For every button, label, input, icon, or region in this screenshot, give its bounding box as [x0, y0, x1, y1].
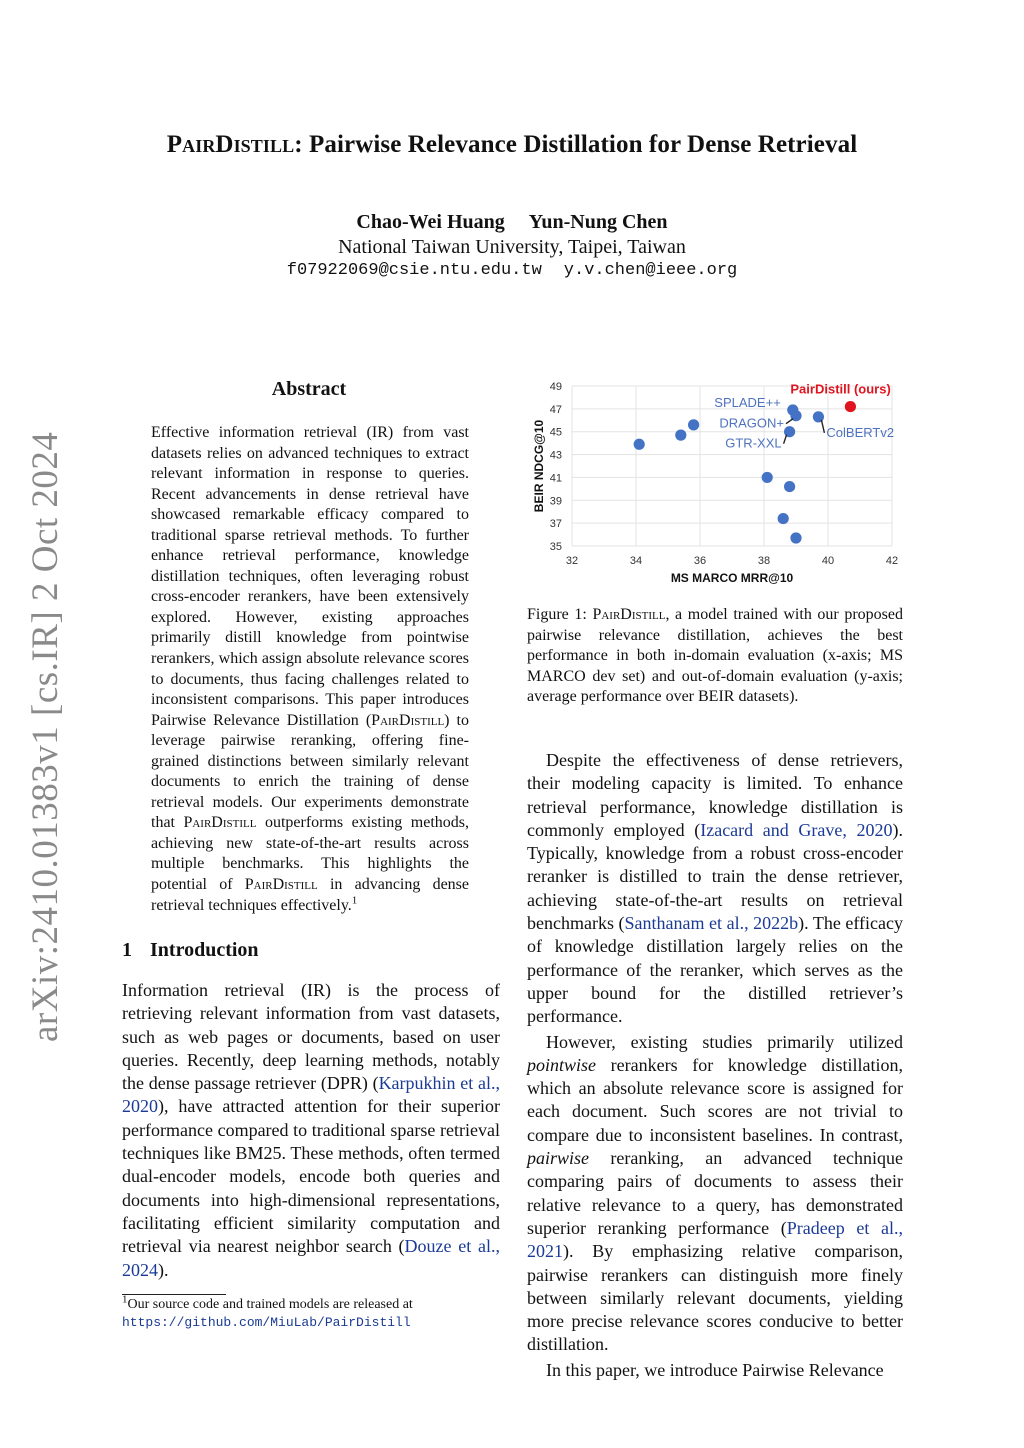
y-tick-label: 49	[549, 381, 562, 393]
point-label: PairDistill (ours)	[790, 381, 891, 397]
highlight-point	[845, 401, 856, 412]
rp2-text-1: However, existing studies primarily utilized	[546, 1031, 903, 1052]
citation-izacard[interactable]: Izacard and Grave, 2020	[700, 819, 893, 840]
y-tick-label: 43	[549, 449, 562, 462]
x-tick-label: 36	[693, 555, 707, 567]
caption-text: , a model trained with our proposed pairwise relevance distillation, achieves the best performance in both in-domain evaluation (x-axis; MS MARCO dev set) and out-of-domain evaluation (y-axis; average performance over BEIR datasets).	[527, 606, 904, 706]
email-1[interactable]: f07922069@csie.ntu.edu.tw	[286, 261, 542, 280]
footnote-divider	[122, 1294, 226, 1295]
abstract-method-name-3: PairDistill	[244, 876, 318, 894]
point-label: DRAGON+	[719, 415, 784, 431]
y-tick-label: 45	[549, 426, 562, 439]
rp1-text-3: ). The efficacy of knowledge distillation largely relies on the performance of the reranker, which serves as the upper bound for the distilled retriever’s performance.	[527, 913, 903, 1027]
label-leader-line	[784, 435, 787, 444]
footnote	[122, 1293, 502, 1332]
email-list	[0, 261, 1024, 280]
arxiv-side-stamp: arXiv:2410.01383v1 [cs.IR] 2 Oct 2024	[25, 431, 66, 1042]
label-leader-line	[786, 419, 793, 424]
right-column-body	[527, 749, 903, 1384]
caption-label: Figure 1:	[527, 606, 593, 623]
x-tick-label: 38	[757, 555, 771, 567]
footnote-url-link[interactable]: https://github.com/MiuLab/PairDistill	[122, 1315, 411, 1330]
data-point	[688, 419, 699, 430]
introduction-paragraph-1	[122, 979, 500, 1282]
author-2: Yun-Nung Chen	[528, 211, 668, 233]
figure-1-caption	[527, 605, 903, 708]
title-rest: : Pairwise Relevance Distillation for Dense Retrieval	[294, 131, 858, 158]
data-point	[762, 472, 773, 483]
section-title: Introduction	[150, 939, 259, 961]
y-axis-label: BEIR NDCG@10	[532, 419, 546, 513]
email-2[interactable]: y.v.chen@ieee.org	[563, 261, 738, 280]
author-1: Chao-Wei Huang	[356, 211, 505, 233]
title-method-name: PairDistill	[166, 131, 295, 158]
y-tick-label: 39	[549, 495, 562, 508]
right-paragraph-3	[527, 1359, 903, 1382]
footnote-text: Our source code and trained models are released at	[127, 1297, 413, 1312]
citation-santhanam[interactable]: Santhanam et al., 2022b	[624, 913, 799, 934]
y-tick-label: 47	[549, 403, 562, 416]
rp1-text-2: ). Typically, knowledge from a robust cross-encoder reranker is distilled to train the dense retriever, achieving state-of-the-art results on retrieval benchmarks (	[527, 819, 903, 934]
rp2-emphasis-pairwise: pairwise	[527, 1148, 590, 1169]
abstract-text-4: in advancing dense retrieval techniques effectively.	[151, 876, 470, 914]
data-point	[675, 430, 686, 441]
abstract-method-name-2: PairDistill	[183, 814, 257, 832]
data-point	[790, 532, 801, 543]
x-tick-label: 40	[821, 555, 835, 567]
intro-text-1: Information retrieval (IR) is the process of retrieving relevant information from vast datasets, such as web pages or documents, based on user queries. Recently, deep learning methods, notably the dense passage retriever (DPR) (	[122, 980, 500, 1094]
x-axis-label: MS MARCO MRR@10	[670, 571, 794, 585]
caption-method-name: PairDistill	[592, 606, 666, 623]
rp2-text-3: reranking, an advanced technique comparing pairs of documents to assess their relative relevance to a query, has demonstrated superior reranking performance (	[527, 1148, 903, 1238]
point-label: SPLADE++	[714, 395, 781, 410]
x-tick-label: 42	[885, 555, 899, 567]
citation-pradeep[interactable]: Pradeep et al., 2021	[527, 1217, 903, 1262]
abstract-body	[151, 423, 469, 916]
x-tick-label: 32	[565, 555, 579, 567]
point-label: ColBERTv2	[826, 424, 895, 440]
footnote-marker[interactable]: 1	[351, 894, 358, 907]
scatter-plot	[530, 372, 910, 587]
data-point	[784, 481, 795, 492]
x-tick-label: 34	[629, 555, 643, 567]
data-point	[634, 439, 645, 450]
label-leader-line	[821, 420, 824, 433]
section-number: 1	[122, 939, 132, 961]
figure-1-chart	[530, 372, 910, 587]
footnote-mark: 1	[122, 1293, 128, 1306]
rp2-text-4: ). By emphasizing relative comparison, pairwise rerankers can distinguish more finely between similarly relevant documents, yielding more precise relevance scores conducive to better distillation.	[527, 1241, 903, 1355]
right-paragraph-1	[527, 749, 903, 1029]
abstract-text-3: outperforms existing methods, achieving new state-of-the-art results across multiple benchmarks. This highlights the potential of	[151, 814, 469, 894]
rp3-text: In this paper, we introduce Pairwise Relevance	[546, 1359, 884, 1380]
y-tick-label: 41	[549, 472, 562, 485]
rp1-text-1: Despite the effectiveness of dense retrievers, their modeling capacity is limited. To enhance retrieval performance, knowledge distillation is commonly employed (	[527, 750, 903, 840]
citation-douze[interactable]: Douze et al., 2024	[122, 1236, 500, 1280]
section-heading-introduction	[122, 939, 259, 962]
right-paragraph-2	[527, 1031, 903, 1357]
abstract-method-name-1: PairDistill	[371, 711, 445, 729]
intro-text-2: ), have attracted attention for their superior performance compared to traditional sparse retrieval techniques like BM25. These methods, often termed dual-encoder models, encode both queries and documents into high-dimensional representations, facilitating efficient similarity computation and retrieval via nearest neighbor search (	[122, 1096, 500, 1257]
author-list	[0, 211, 1024, 234]
rp2-emphasis-pointwise: pointwise	[527, 1054, 597, 1075]
point-label: GTR-XXL	[725, 435, 782, 451]
abstract-text-2: ) to leverage pairwise reranking, offering fine-grained distinctions between similarly relevant documents to enrich the training of dense retrieval models. Our experiments demonstrate that	[151, 711, 469, 832]
y-tick-label: 35	[549, 541, 562, 553]
data-point	[778, 513, 789, 524]
y-tick-label: 37	[549, 518, 562, 531]
intro-text-3: ).	[158, 1259, 169, 1280]
citation-karpukhin[interactable]: Karpukhin et al., 2020	[122, 1073, 500, 1117]
affiliation: National Taiwan University, Taipei, Taiwan	[338, 236, 686, 258]
abstract-heading: Abstract	[271, 378, 347, 400]
paper-title	[0, 131, 1024, 159]
rp2-text-2: rerankers for knowledge distillation, which an absolute relevance score is assigned for each document. Such scores are not trivial to compare due to inconsistent baselines. In contrast,	[527, 1054, 903, 1145]
abstract-text-1: Effective information retrieval (IR) from vast datasets relies on advanced techniques to extract relevant information in response to queries. Recent advancements in dense retrieval have showcased remarkable efficacy compared to traditional sparse retrieval methods. To further enhance retrieval performance, knowledge distillation techniques, often leveraging robust cross-encoder rerankers, have been extensively explored. However, existing approaches primarily distill knowledge from pointwise rerankers, which assign absolute relevance scores to documents, thus facing challenges related to inconsistent comparisons. This paper introduces Pairwise Relevance Distillation (	[151, 424, 469, 729]
